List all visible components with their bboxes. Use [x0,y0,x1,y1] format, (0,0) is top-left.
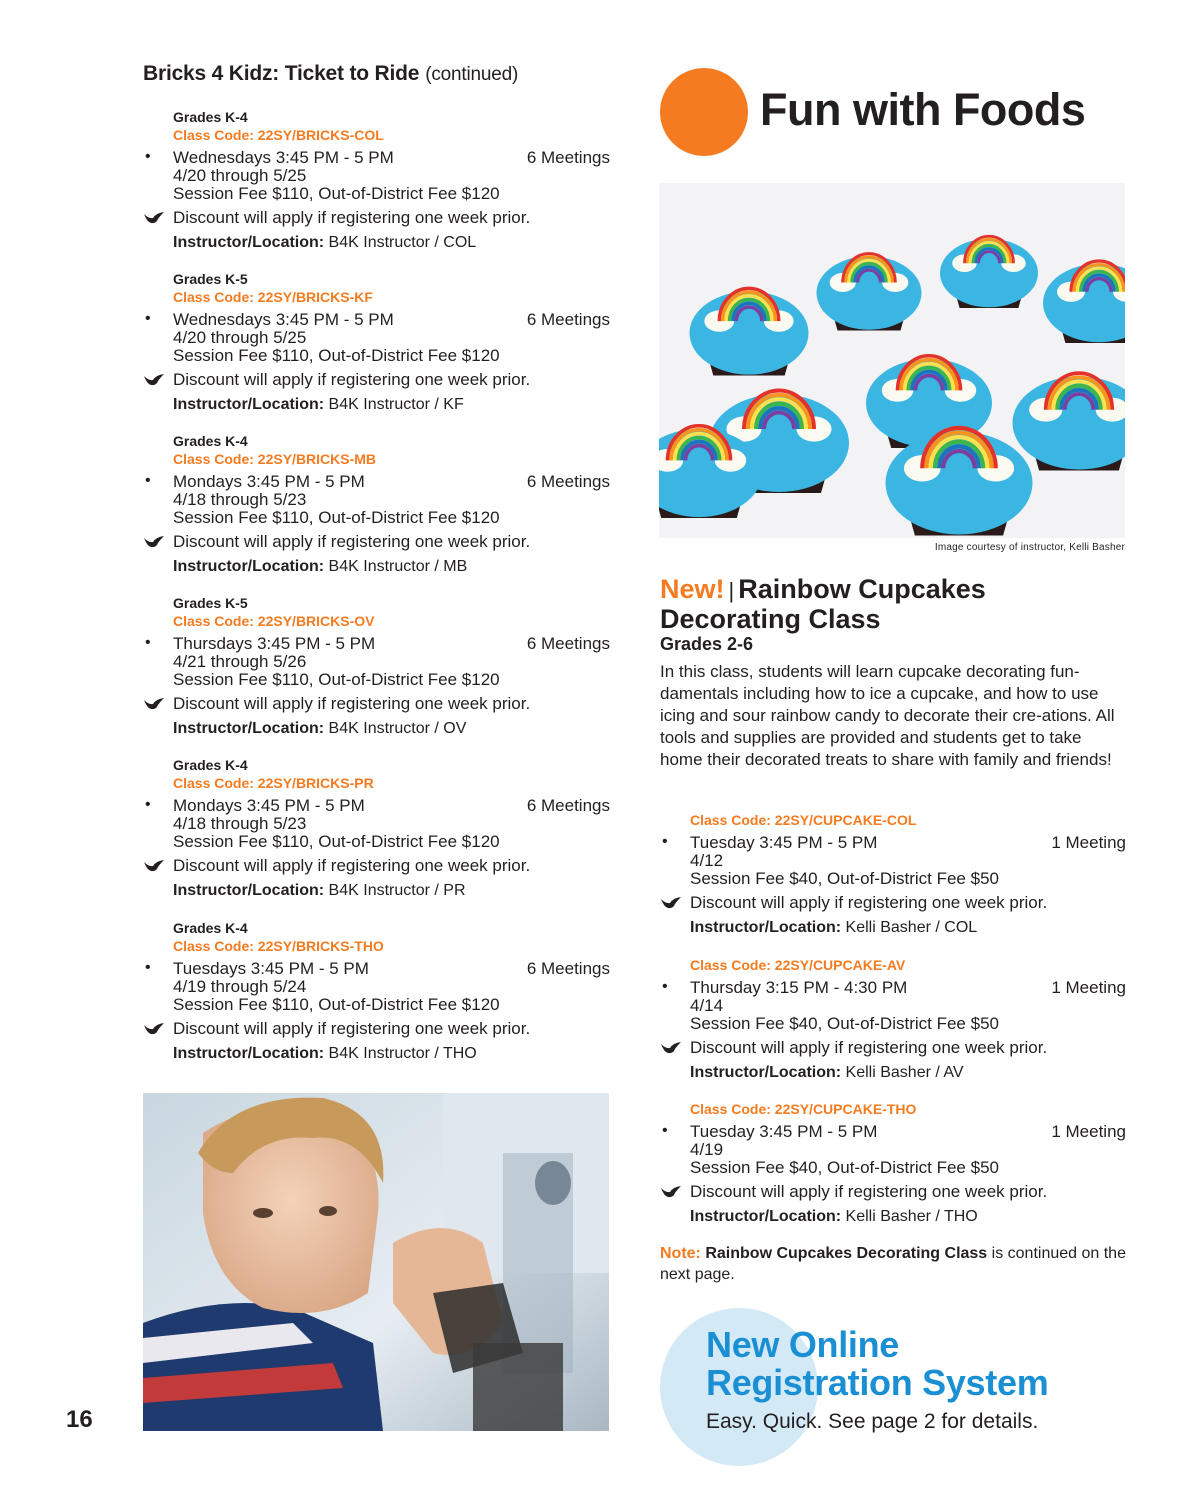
section-title: Fun with Foods [760,84,1086,135]
session-dates: 4/21 through 5/26 [173,652,307,671]
session-dates: 4/18 through 5/23 [173,490,307,509]
session-instructor [143,881,610,901]
cupcake [1043,261,1125,343]
bullet-icon: • [662,833,668,850]
bullet-icon: • [662,978,668,995]
session-day-time: Tuesday 3:45 PM - 5 PM [690,833,878,852]
instructor-value: Kelli Basher / AV [841,1064,964,1081]
session-dates: 4/19 [690,1140,724,1159]
note-bold: Rainbow Cupcakes Decorating Class [705,1245,988,1262]
session-dates: 4/18 through 5/23 [173,814,307,833]
session-instructor [143,1044,610,1064]
session-instructor [660,1207,1126,1227]
session-instructor [143,557,610,577]
session-schedule [660,979,1126,997]
session-meetings: 1 Meeting [1051,833,1126,852]
instructor-value: B4K Instructor / THO [324,1045,477,1062]
note-label: Note: [660,1245,701,1262]
session-schedule [143,473,610,491]
bullet-icon: • [145,148,151,165]
class-grades: Grades 2-6 [660,634,754,654]
heading-text: Bricks 4 Kidz: Ticket to Ride [143,62,420,85]
session-fee: Session Fee $110, Out-of-District Fee $120 [173,832,500,851]
bullet-icon: • [145,310,151,327]
instructor-value: B4K Instructor / OV [324,720,467,737]
session-day-time: Tuesday 3:45 PM - 5 PM [690,1122,878,1141]
session-fee: Session Fee $40, Out-of-District Fee $50 [690,869,999,888]
class-session [143,594,610,739]
instructor-label: Instructor/Location: [173,1045,325,1062]
session-dates: 4/20 through 5/25 [173,166,307,185]
session-instructor [660,918,1126,938]
bullet-icon: • [662,1122,668,1139]
bullet-icon: • [145,959,151,976]
registration-subtitle: Easy. Quick. See page 2 for details. [706,1410,1039,1433]
note-text: is continued on the next page. [660,1245,1126,1283]
session-discount [143,1019,610,1039]
discount-text: Discount will apply if registering one week prior. [690,893,1048,912]
session-schedule [143,635,610,653]
discount-text: Discount will apply if registering one week prior. [173,370,531,389]
session-dates: 4/14 [690,996,724,1015]
instructor-value: Kelli Basher / COL [841,919,978,936]
session-fee: Session Fee $110, Out-of-District Fee $120 [173,346,500,365]
cupcake [690,288,809,375]
session-day-time: Wednesdays 3:45 PM - 5 PM [173,148,394,167]
session-meetings: 1 Meeting [1051,1122,1126,1141]
cupcake [1013,373,1126,470]
instructor-label: Instructor/Location: [690,1208,842,1225]
session-meetings: 6 Meetings [526,472,610,491]
session-grades: Grades K-4 [173,757,248,773]
session-discount [143,532,610,552]
session-instructor [143,233,610,253]
session-discount [660,893,1126,913]
session-fee: Session Fee $40, Out-of-District Fee $50 [690,1158,999,1177]
session-meetings: 6 Meetings [526,796,610,815]
session-day-time: Mondays 3:45 PM - 5 PM [173,796,365,815]
session-discount [143,208,610,228]
session-schedule [143,797,610,815]
bird-icon [143,373,165,389]
session-fee: Session Fee $110, Out-of-District Fee $120 [173,508,500,527]
session-meetings: 6 Meetings [526,310,610,329]
discount-text: Discount will apply if registering one week prior. [173,208,531,227]
class-code: Class Code: 22SY/CUPCAKE-THO [690,1101,917,1117]
session-dates: 4/12 [690,851,724,870]
session-instructor [143,395,610,415]
session-grades: Grades K-5 [173,595,248,611]
class-session [143,270,610,415]
session-day-time: Wednesdays 3:45 PM - 5 PM [173,310,394,329]
session-dates: 4/20 through 5/25 [173,328,307,347]
heading-suffix: (continued) [425,64,519,85]
instructor-label: Instructor/Location: [690,1064,842,1081]
bird-icon [143,1022,165,1038]
class-code: Class Code: 22SY/BRICKS-PR [173,775,374,791]
session-discount [143,856,610,876]
session-day-time: Thursdays 3:45 PM - 5 PM [173,634,376,653]
bird-icon [660,1041,682,1057]
session-day-time: Thursday 3:15 PM - 4:30 PM [690,978,908,997]
session-day-time: Mondays 3:45 PM - 5 PM [173,472,365,491]
discount-text: Discount will apply if registering one week prior. [173,856,531,875]
instructor-value: B4K Instructor / PR [324,882,466,899]
session-discount [660,1182,1126,1202]
class-session [143,108,610,253]
cupcake-photo [659,183,1125,538]
student-photo [143,1093,609,1431]
class-code: Class Code: 22SY/CUPCAKE-COL [690,812,917,828]
instructor-value: Kelli Basher / THO [841,1208,978,1225]
session-fee: Session Fee $40, Out-of-District Fee $50 [690,1014,999,1033]
session-schedule [143,149,610,167]
instructor-label: Instructor/Location: [690,919,842,936]
class-code: Class Code: 22SY/CUPCAKE-AV [690,957,906,973]
session-fee: Session Fee $110, Out-of-District Fee $120 [173,184,500,203]
cupcake [817,254,922,331]
class-description: In this class, students will learn cupcake decorating fun-damentals including how to ice a cupcake, and how to use icing and sour rainbow candy to decorate their cre-ations. All tools and supplies are provided and students get to take home their decorated treats to share with family and friends! [660,662,1115,769]
class-code: Class Code: 22SY/BRICKS-OV [173,613,375,629]
cupcake [940,236,1038,308]
instructor-label: Instructor/Location: [173,882,325,899]
session-discount [143,694,610,714]
discount-text: Discount will apply if registering one week prior. [173,694,531,713]
class-code: Class Code: 22SY/BRICKS-THO [173,938,384,954]
session-discount [143,370,610,390]
session-meetings: 6 Meetings [526,634,610,653]
class-code: Class Code: 22SY/BRICKS-COL [173,127,384,143]
bird-icon [660,896,682,912]
session-instructor [660,1063,1126,1083]
class-title [660,575,1130,633]
session-fee: Session Fee $110, Out-of-District Fee $120 [173,670,500,689]
bullet-icon: • [145,796,151,813]
session-day-time: Tuesdays 3:45 PM - 5 PM [173,959,369,978]
session-schedule [660,1123,1126,1141]
bird-icon [660,1185,682,1201]
discount-text: Discount will apply if registering one week prior. [690,1182,1048,1201]
class-session [143,432,610,577]
registration-title-line-1: New Online [706,1324,900,1365]
page-heading [143,62,610,86]
session-grades: Grades K-4 [173,433,248,449]
discount-text: Discount will apply if registering one week prior. [173,532,531,551]
session-schedule [143,311,610,329]
instructor-label: Instructor/Location: [173,234,325,251]
instructor-value: B4K Instructor / MB [324,558,468,575]
instructor-label: Instructor/Location: [173,396,325,413]
class-session [660,956,1126,1083]
class-session [143,919,610,1064]
instructor-label: Instructor/Location: [173,558,325,575]
discount-text: Discount will apply if registering one week prior. [173,1019,531,1038]
session-discount [660,1038,1126,1058]
instructor-value: B4K Instructor / KF [324,396,464,413]
registration-title[interactable] [706,1326,1048,1402]
class-code: Class Code: 22SY/BRICKS-MB [173,451,377,467]
class-session [660,811,1126,938]
bullet-icon: • [145,472,151,489]
instructor-label: Instructor/Location: [173,720,325,737]
session-grades: Grades K-4 [173,920,248,936]
session-grades: Grades K-4 [173,109,248,125]
class-code: Class Code: 22SY/BRICKS-KF [173,289,373,305]
registration-title-line-2: Registration System [706,1362,1049,1403]
session-meetings: 1 Meeting [1051,978,1126,997]
discount-text: Discount will apply if registering one week prior. [690,1038,1048,1057]
bird-icon [143,859,165,875]
bird-icon [143,211,165,227]
session-dates: 4/19 through 5/24 [173,977,307,996]
left-column [143,62,610,86]
continuation-note [660,1243,1126,1285]
bird-icon [143,535,165,551]
image-credit: Image courtesy of instructor, Kelli Basher [934,542,1125,553]
bird-icon [143,697,165,713]
session-meetings: 6 Meetings [526,959,610,978]
class-session [660,1100,1126,1227]
session-instructor [143,719,610,739]
title-divider: | [728,578,735,603]
bullet-icon: • [145,634,151,651]
session-schedule [660,834,1126,852]
class-title-text: Rainbow Cupcakes Decorating Class [660,574,986,634]
page-number: 16 [66,1406,93,1433]
instructor-value: B4K Instructor / COL [324,234,477,251]
class-session [143,756,610,901]
section-dot-icon [660,68,748,156]
session-schedule [143,960,610,978]
session-meetings: 6 Meetings [526,148,610,167]
session-fee: Session Fee $110, Out-of-District Fee $120 [173,995,500,1014]
session-grades: Grades K-5 [173,271,248,287]
new-badge: New! [660,574,725,604]
